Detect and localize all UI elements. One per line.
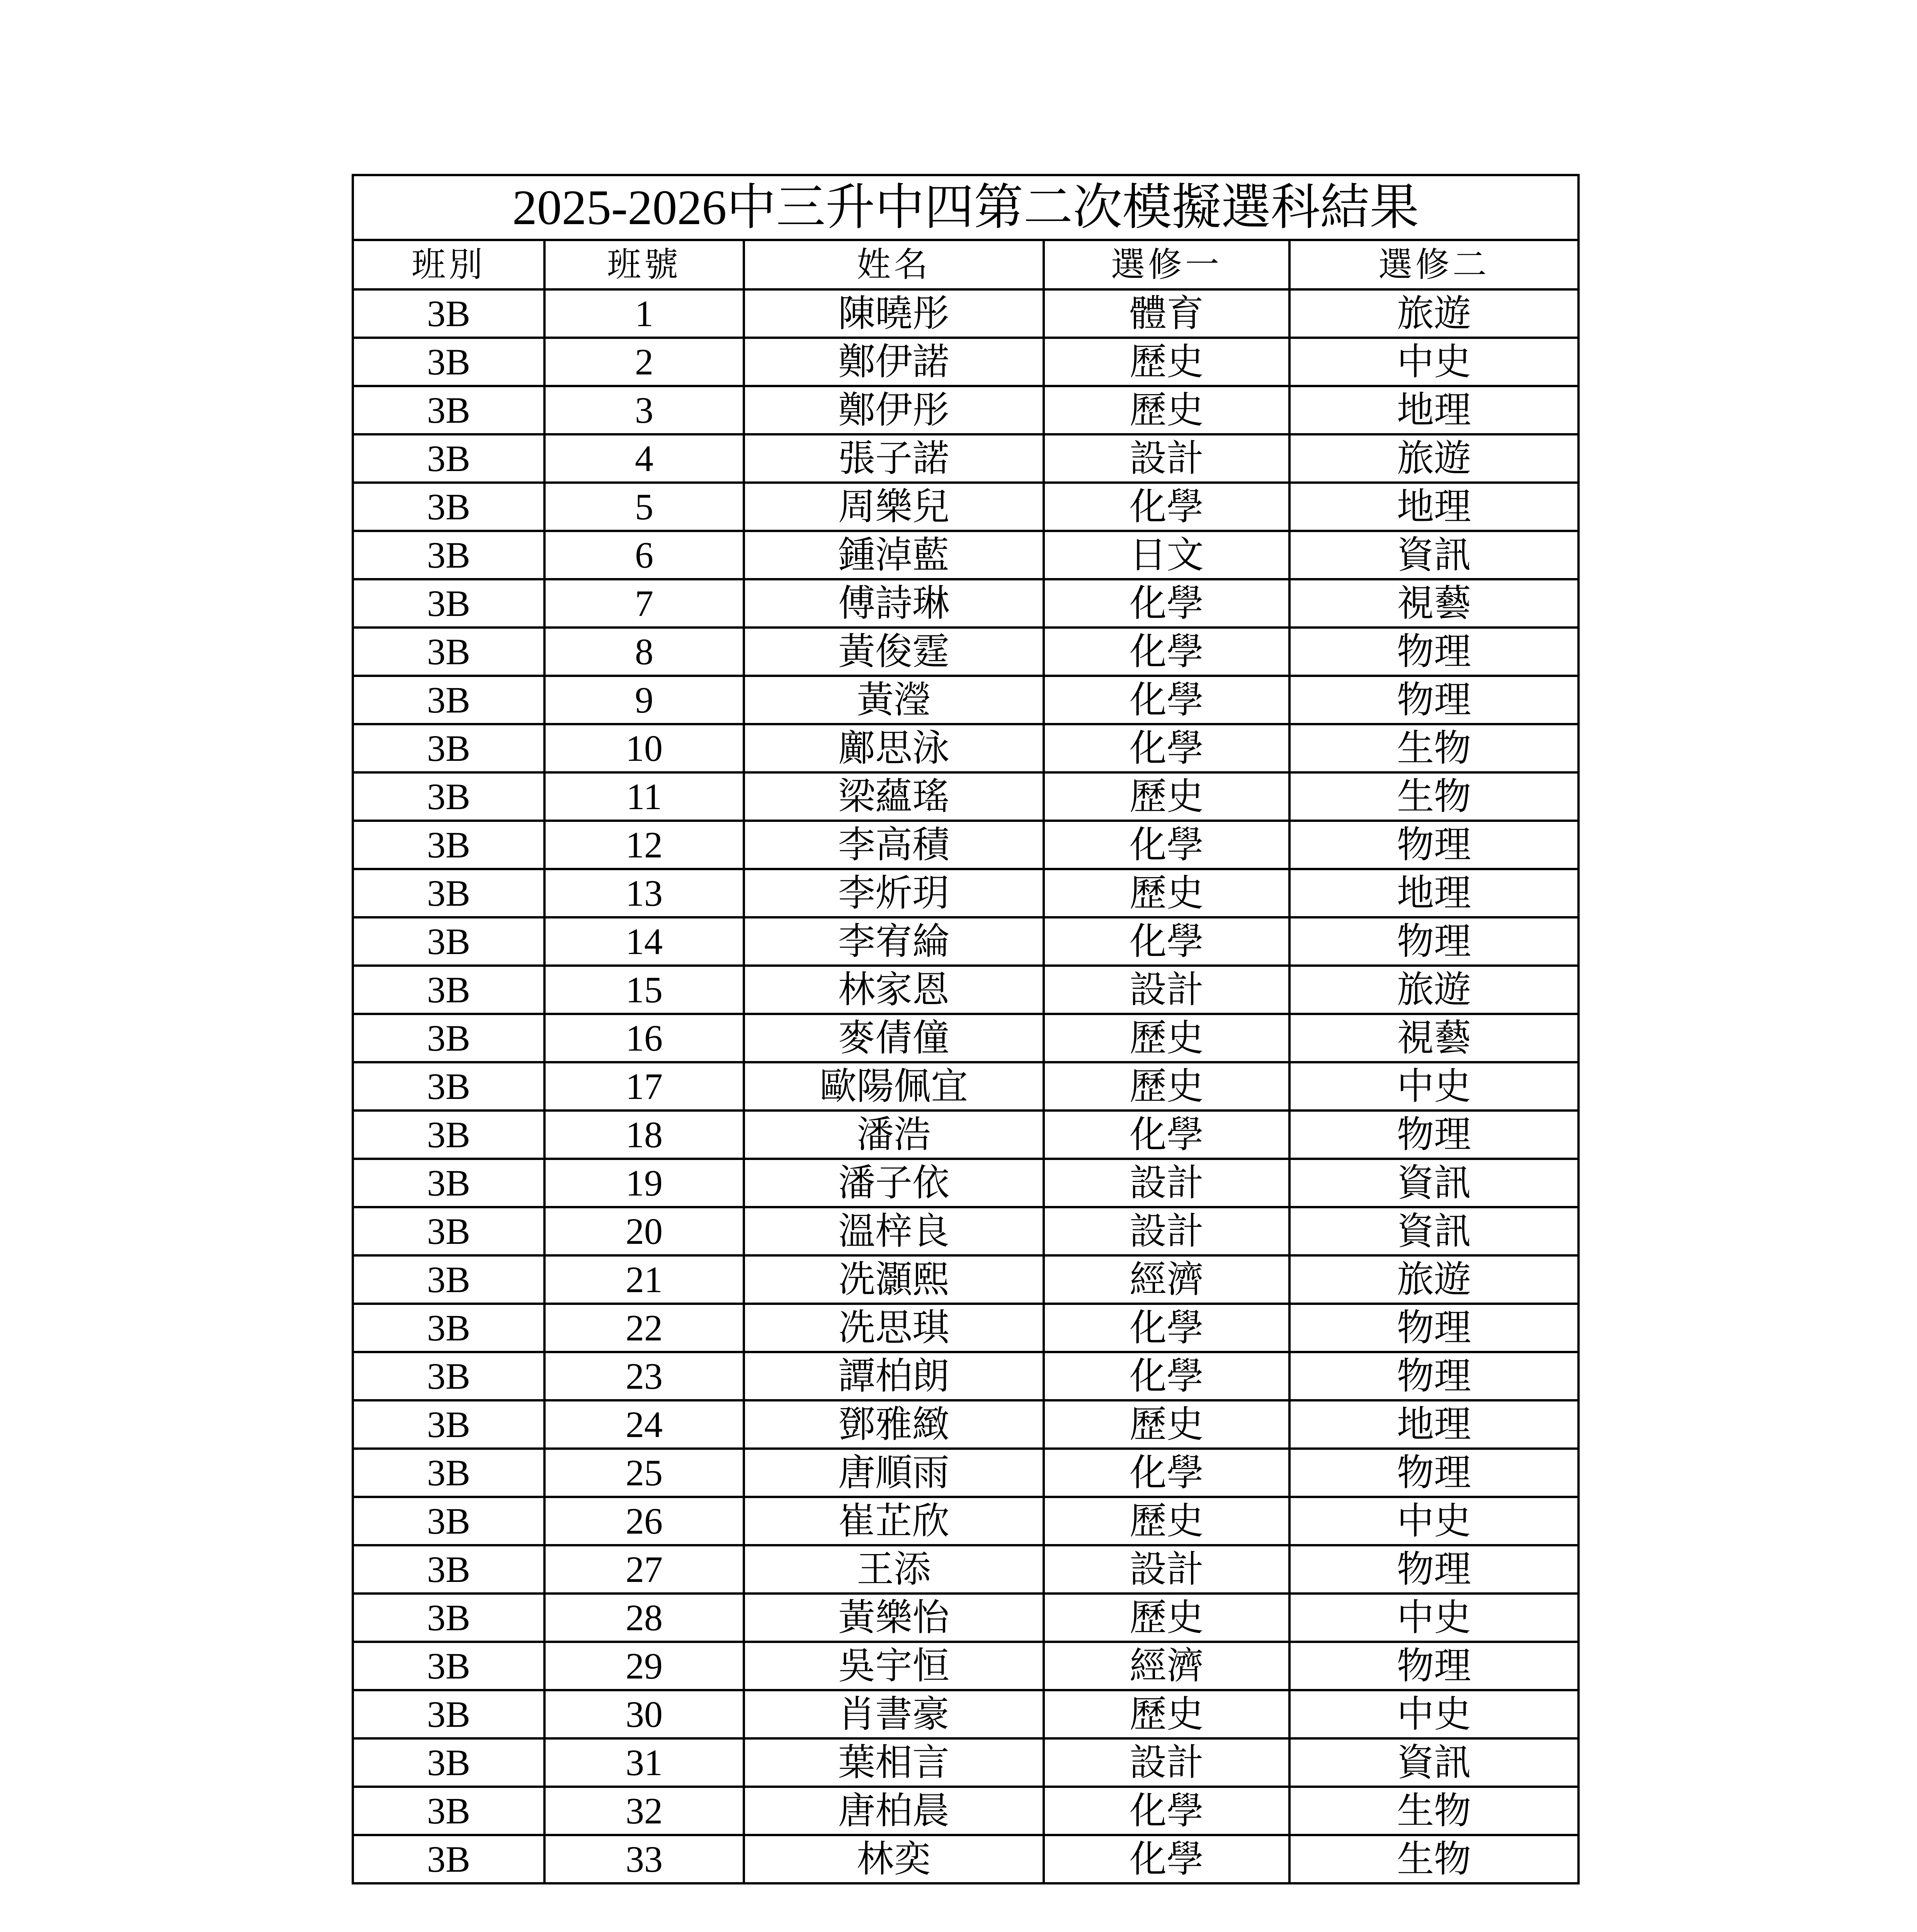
cell-elective1: 歷史 — [1044, 1497, 1289, 1545]
column-header-name: 姓名 — [744, 240, 1044, 289]
cell-number: 31 — [544, 1738, 744, 1787]
cell-elective1: 歷史 — [1044, 1062, 1289, 1111]
cell-class: 3B — [353, 1449, 544, 1497]
cell-name: 黃瀅 — [744, 676, 1044, 724]
cell-name: 李宥綸 — [744, 917, 1044, 966]
cell-class: 3B — [353, 531, 544, 579]
cell-number: 8 — [544, 628, 744, 676]
cell-name: 冼灝熙 — [744, 1255, 1044, 1304]
elective-results-table — [352, 174, 1580, 1884]
cell-elective1: 設計 — [1044, 1738, 1289, 1787]
cell-class: 3B — [353, 1352, 544, 1400]
cell-elective2: 生物 — [1289, 1787, 1579, 1835]
cell-number: 7 — [544, 579, 744, 628]
cell-name: 麥倩僮 — [744, 1014, 1044, 1062]
cell-number: 11 — [544, 772, 744, 821]
cell-elective2: 物理 — [1289, 628, 1579, 676]
cell-number: 30 — [544, 1690, 744, 1738]
cell-class: 3B — [353, 1787, 544, 1835]
cell-name: 唐順雨 — [744, 1449, 1044, 1497]
cell-class: 3B — [353, 1159, 544, 1207]
cell-elective2: 物理 — [1289, 1111, 1579, 1159]
cell-elective1: 化學 — [1044, 917, 1289, 966]
cell-name: 黃俊霆 — [744, 628, 1044, 676]
cell-name: 肖書豪 — [744, 1690, 1044, 1738]
cell-elective2: 資訊 — [1289, 531, 1579, 579]
cell-elective1: 化學 — [1044, 483, 1289, 531]
cell-elective1: 歷史 — [1044, 869, 1289, 917]
cell-elective2: 旅遊 — [1289, 434, 1579, 483]
table-row — [353, 579, 1579, 628]
cell-class: 3B — [353, 917, 544, 966]
cell-number: 4 — [544, 434, 744, 483]
cell-elective2: 旅遊 — [1289, 966, 1579, 1014]
cell-elective1: 化學 — [1044, 1352, 1289, 1400]
cell-class: 3B — [353, 1400, 544, 1449]
cell-name: 陳曉彤 — [744, 289, 1044, 338]
cell-elective1: 體育 — [1044, 289, 1289, 338]
cell-elective2: 物理 — [1289, 1304, 1579, 1352]
cell-class: 3B — [353, 1304, 544, 1352]
cell-number: 1 — [544, 289, 744, 338]
cell-elective2: 資訊 — [1289, 1159, 1579, 1207]
table-row — [353, 1690, 1579, 1738]
cell-name: 鍾淖藍 — [744, 531, 1044, 579]
cell-name: 鄺思泳 — [744, 724, 1044, 772]
cell-elective1: 歷史 — [1044, 338, 1289, 386]
cell-elective1: 化學 — [1044, 1304, 1289, 1352]
cell-elective2: 物理 — [1289, 676, 1579, 724]
cell-number: 14 — [544, 917, 744, 966]
table-row — [353, 434, 1579, 483]
cell-elective1: 歷史 — [1044, 1690, 1289, 1738]
page-title: 2025-2026中三升中四第二次模擬選科結果 — [353, 175, 1579, 240]
cell-elective1: 化學 — [1044, 1787, 1289, 1835]
table-row — [353, 772, 1579, 821]
cell-class: 3B — [353, 338, 544, 386]
cell-elective2: 視藝 — [1289, 579, 1579, 628]
cell-class: 3B — [353, 1062, 544, 1111]
table-row — [353, 483, 1579, 531]
cell-class: 3B — [353, 628, 544, 676]
table-row — [353, 1497, 1579, 1545]
cell-elective2: 旅遊 — [1289, 289, 1579, 338]
table-row — [353, 1255, 1579, 1304]
cell-name: 鄧雅緻 — [744, 1400, 1044, 1449]
cell-elective1: 化學 — [1044, 676, 1289, 724]
cell-elective1: 化學 — [1044, 579, 1289, 628]
table-row — [353, 1400, 1579, 1449]
cell-elective1: 化學 — [1044, 1449, 1289, 1497]
cell-class: 3B — [353, 1642, 544, 1690]
cell-class: 3B — [353, 1111, 544, 1159]
cell-class: 3B — [353, 1545, 544, 1594]
cell-name: 譚柏朗 — [744, 1352, 1044, 1400]
cell-class: 3B — [353, 434, 544, 483]
table-row — [353, 1159, 1579, 1207]
table-row — [353, 917, 1579, 966]
cell-name: 葉相言 — [744, 1738, 1044, 1787]
cell-name: 潘子依 — [744, 1159, 1044, 1207]
cell-class: 3B — [353, 1497, 544, 1545]
cell-elective2: 旅遊 — [1289, 1255, 1579, 1304]
cell-class: 3B — [353, 579, 544, 628]
cell-number: 6 — [544, 531, 744, 579]
table-row — [353, 1594, 1579, 1642]
cell-elective2: 中史 — [1289, 1062, 1579, 1111]
column-header-elective1: 選修一 — [1044, 240, 1289, 289]
cell-name: 梁蘊瑤 — [744, 772, 1044, 821]
cell-name: 李炘玥 — [744, 869, 1044, 917]
table-row — [353, 966, 1579, 1014]
table-row — [353, 724, 1579, 772]
cell-number: 27 — [544, 1545, 744, 1594]
cell-elective2: 物理 — [1289, 1352, 1579, 1400]
cell-class: 3B — [353, 869, 544, 917]
table-row — [353, 1787, 1579, 1835]
cell-name: 溫梓良 — [744, 1207, 1044, 1255]
cell-name: 黃樂怡 — [744, 1594, 1044, 1642]
cell-name: 張子諾 — [744, 434, 1044, 483]
cell-class: 3B — [353, 483, 544, 531]
cell-number: 23 — [544, 1352, 744, 1400]
table-row — [353, 1449, 1579, 1497]
cell-class: 3B — [353, 966, 544, 1014]
table-row — [353, 1545, 1579, 1594]
cell-number: 29 — [544, 1642, 744, 1690]
column-header-class: 班別 — [353, 240, 544, 289]
cell-number: 3 — [544, 386, 744, 434]
cell-class: 3B — [353, 821, 544, 869]
cell-class: 3B — [353, 1014, 544, 1062]
cell-elective2: 視藝 — [1289, 1014, 1579, 1062]
cell-elective1: 歷史 — [1044, 1594, 1289, 1642]
cell-elective2: 物理 — [1289, 1545, 1579, 1594]
cell-name: 歐陽佩宜 — [744, 1062, 1044, 1111]
cell-elective1: 化學 — [1044, 628, 1289, 676]
table-row — [353, 1835, 1579, 1883]
cell-number: 28 — [544, 1594, 744, 1642]
cell-elective1: 設計 — [1044, 966, 1289, 1014]
cell-number: 13 — [544, 869, 744, 917]
cell-elective1: 經濟 — [1044, 1255, 1289, 1304]
cell-class: 3B — [353, 1690, 544, 1738]
cell-name: 唐柏晨 — [744, 1787, 1044, 1835]
cell-name: 冼思琪 — [744, 1304, 1044, 1352]
cell-number: 24 — [544, 1400, 744, 1449]
table-row — [353, 338, 1579, 386]
table-row — [353, 676, 1579, 724]
cell-name: 傅詩琳 — [744, 579, 1044, 628]
table-row — [353, 1111, 1579, 1159]
cell-class: 3B — [353, 1594, 544, 1642]
cell-elective2: 資訊 — [1289, 1207, 1579, 1255]
cell-number: 17 — [544, 1062, 744, 1111]
cell-elective2: 資訊 — [1289, 1738, 1579, 1787]
cell-name: 林奕 — [744, 1835, 1044, 1883]
cell-class: 3B — [353, 1835, 544, 1883]
table-row — [353, 1014, 1579, 1062]
cell-number: 19 — [544, 1159, 744, 1207]
cell-number: 15 — [544, 966, 744, 1014]
cell-number: 32 — [544, 1787, 744, 1835]
cell-elective2: 地理 — [1289, 869, 1579, 917]
cell-elective2: 地理 — [1289, 386, 1579, 434]
cell-elective1: 設計 — [1044, 1545, 1289, 1594]
table-row — [353, 869, 1579, 917]
cell-number: 26 — [544, 1497, 744, 1545]
cell-elective2: 物理 — [1289, 1642, 1579, 1690]
cell-elective2: 生物 — [1289, 724, 1579, 772]
cell-class: 3B — [353, 724, 544, 772]
cell-elective2: 物理 — [1289, 821, 1579, 869]
table-row — [353, 1738, 1579, 1787]
cell-name: 吳宇恒 — [744, 1642, 1044, 1690]
table-row — [353, 289, 1579, 338]
title-row — [353, 175, 1579, 240]
table-row — [353, 1304, 1579, 1352]
cell-class: 3B — [353, 1255, 544, 1304]
cell-name: 王添 — [744, 1545, 1044, 1594]
cell-number: 5 — [544, 483, 744, 531]
cell-name: 潘浩 — [744, 1111, 1044, 1159]
table-row — [353, 821, 1579, 869]
cell-number: 9 — [544, 676, 744, 724]
cell-elective1: 歷史 — [1044, 386, 1289, 434]
cell-number: 16 — [544, 1014, 744, 1062]
cell-elective2: 生物 — [1289, 1835, 1579, 1883]
cell-elective2: 物理 — [1289, 917, 1579, 966]
cell-number: 25 — [544, 1449, 744, 1497]
cell-elective2: 生物 — [1289, 772, 1579, 821]
table-body — [353, 289, 1579, 1883]
table-row — [353, 531, 1579, 579]
cell-number: 33 — [544, 1835, 744, 1883]
cell-elective1: 日文 — [1044, 531, 1289, 579]
cell-elective1: 設計 — [1044, 1207, 1289, 1255]
cell-elective1: 設計 — [1044, 1159, 1289, 1207]
cell-name: 林家恩 — [744, 966, 1044, 1014]
cell-class: 3B — [353, 1738, 544, 1787]
header-row — [353, 240, 1579, 289]
cell-name: 鄭伊諾 — [744, 338, 1044, 386]
column-header-number: 班號 — [544, 240, 744, 289]
cell-number: 18 — [544, 1111, 744, 1159]
cell-elective1: 化學 — [1044, 821, 1289, 869]
cell-name: 李高積 — [744, 821, 1044, 869]
cell-number: 10 — [544, 724, 744, 772]
cell-elective2: 物理 — [1289, 1449, 1579, 1497]
cell-class: 3B — [353, 676, 544, 724]
cell-class: 3B — [353, 386, 544, 434]
cell-elective2: 中史 — [1289, 1497, 1579, 1545]
cell-class: 3B — [353, 772, 544, 821]
cell-elective2: 中史 — [1289, 1594, 1579, 1642]
table-row — [353, 628, 1579, 676]
column-header-elective2: 選修二 — [1289, 240, 1579, 289]
cell-elective1: 歷史 — [1044, 1400, 1289, 1449]
cell-elective1: 化學 — [1044, 724, 1289, 772]
cell-name: 周樂兒 — [744, 483, 1044, 531]
table-row — [353, 1207, 1579, 1255]
cell-name: 崔芷欣 — [744, 1497, 1044, 1545]
cell-class: 3B — [353, 289, 544, 338]
cell-number: 21 — [544, 1255, 744, 1304]
cell-elective2: 地理 — [1289, 1400, 1579, 1449]
cell-name: 鄭伊彤 — [744, 386, 1044, 434]
cell-elective2: 中史 — [1289, 338, 1579, 386]
cell-elective1: 歷史 — [1044, 1014, 1289, 1062]
cell-elective1: 化學 — [1044, 1835, 1289, 1883]
cell-elective1: 設計 — [1044, 434, 1289, 483]
cell-class: 3B — [353, 1207, 544, 1255]
cell-elective1: 經濟 — [1044, 1642, 1289, 1690]
cell-number: 12 — [544, 821, 744, 869]
cell-number: 2 — [544, 338, 744, 386]
table-row — [353, 1642, 1579, 1690]
table-row — [353, 1352, 1579, 1400]
cell-elective2: 地理 — [1289, 483, 1579, 531]
cell-elective1: 化學 — [1044, 1111, 1289, 1159]
cell-elective2: 中史 — [1289, 1690, 1579, 1738]
cell-number: 20 — [544, 1207, 744, 1255]
cell-elective1: 歷史 — [1044, 772, 1289, 821]
table-row — [353, 386, 1579, 434]
cell-number: 22 — [544, 1304, 744, 1352]
table-row — [353, 1062, 1579, 1111]
